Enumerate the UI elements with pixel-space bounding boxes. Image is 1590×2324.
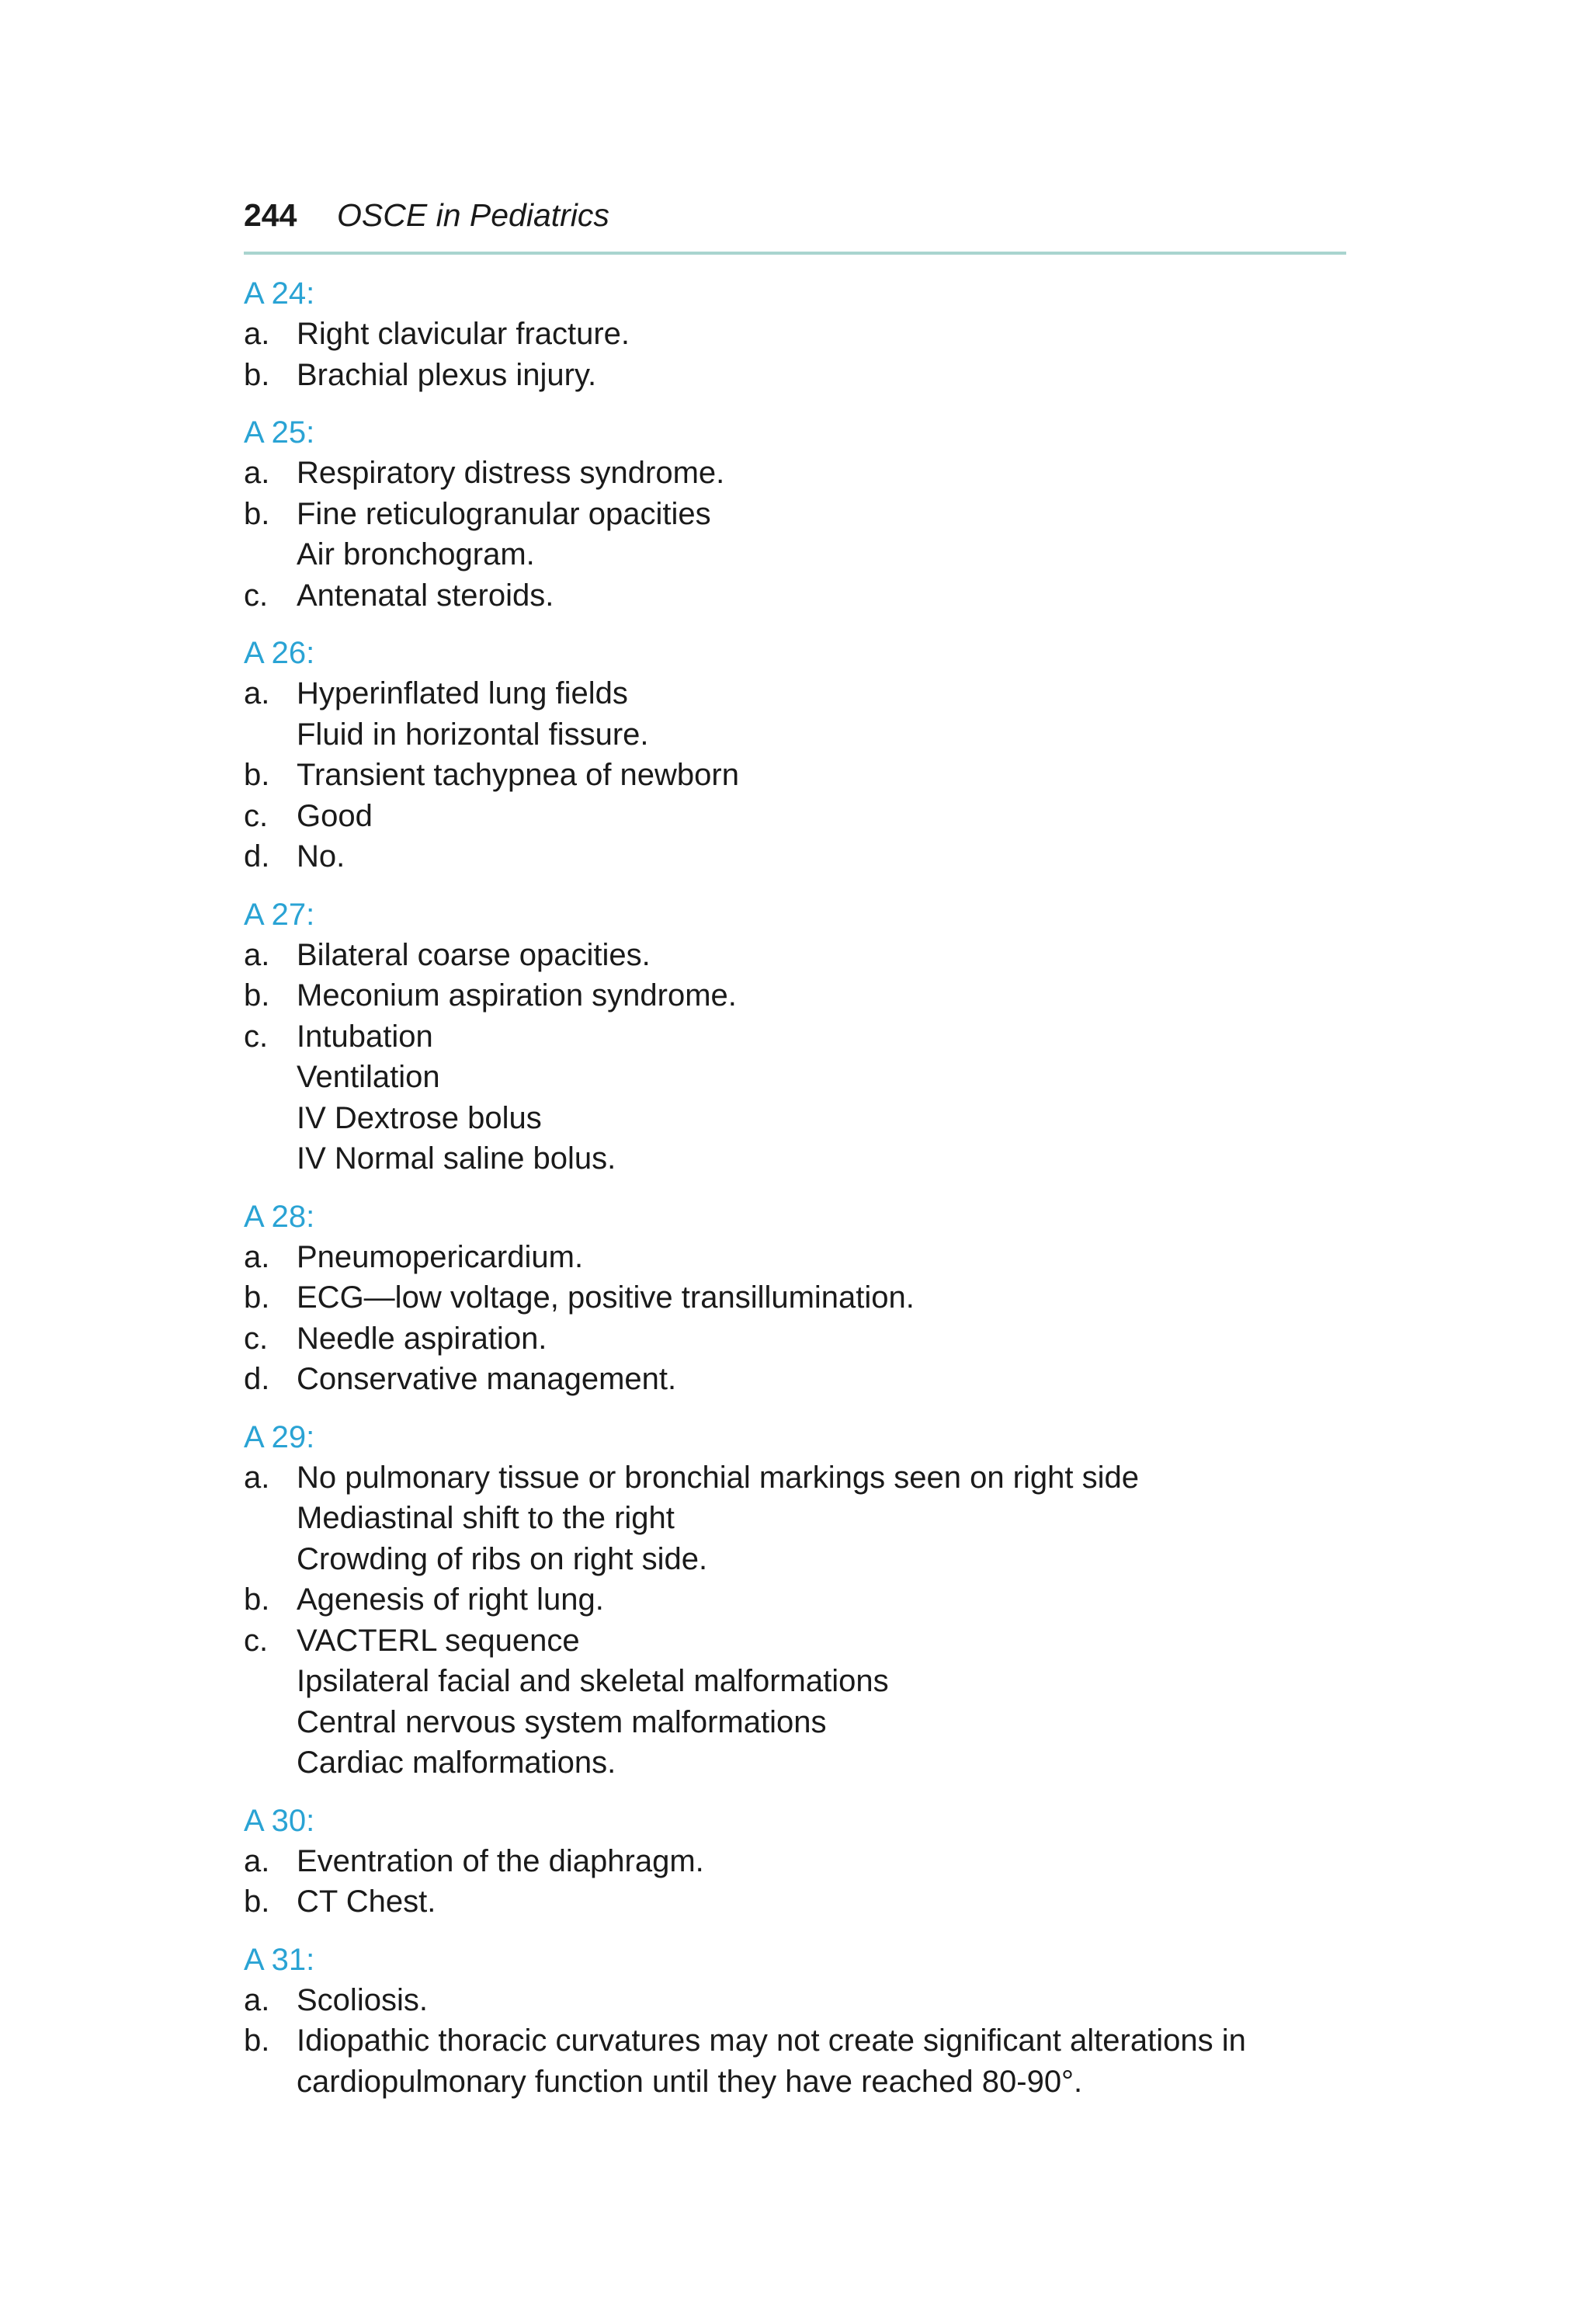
item-line: No. <box>297 839 345 874</box>
item-letter: a. <box>244 937 270 972</box>
answer-item <box>244 975 1362 1016</box>
item-text <box>297 975 737 1016</box>
answer-heading: A 29: <box>244 1419 315 1454</box>
item-text <box>297 1980 428 2021</box>
answer-block <box>244 1801 1362 1923</box>
page-number: 244 <box>244 197 297 233</box>
item-text <box>297 1016 616 1179</box>
answer-item <box>244 836 1362 877</box>
answer-heading: A 26: <box>244 636 315 670</box>
item-letter: a. <box>244 676 270 710</box>
item-text <box>297 796 373 837</box>
item-letter: a. <box>244 1982 270 2017</box>
answer-item <box>244 1318 1362 1360</box>
item-line: Crowding of ribs on right side. <box>297 1541 708 1576</box>
item-letter: b. <box>244 1582 270 1617</box>
item-letter: c. <box>244 1623 269 1658</box>
item-text <box>297 836 345 877</box>
item-line: Antenatal steroids. <box>297 578 554 613</box>
item-text <box>297 314 630 355</box>
answer-item <box>244 1359 1362 1400</box>
answer-heading: A 31: <box>244 1942 315 1977</box>
item-line: Brachial plexus injury. <box>297 357 597 392</box>
answer-item <box>244 1841 1362 1882</box>
item-line: CT Chest. <box>297 1885 436 1919</box>
answer-heading: A 30: <box>244 1803 315 1838</box>
book-title: OSCE in Pediatrics <box>337 197 609 233</box>
item-text <box>297 1621 889 1784</box>
answer-item <box>244 2020 1362 2102</box>
item-line: Respiratory distress syndrome. <box>297 456 725 490</box>
answer-heading: A 24: <box>244 276 315 311</box>
item-text <box>297 1457 1139 1580</box>
item-letter: c. <box>244 1019 269 1054</box>
item-line: cardiopulmonary function until they have reached 80-90°. <box>297 2064 1083 2099</box>
answer-item <box>244 1980 1362 2021</box>
item-text <box>297 1579 604 1621</box>
answer-item <box>244 1277 1362 1318</box>
item-line: Meconium aspiration syndrome. <box>297 978 737 1013</box>
item-line: Eventration of the diaphragm. <box>297 1843 704 1878</box>
answer-block <box>244 1197 1362 1400</box>
item-line: Pneumopericardium. <box>297 1239 584 1274</box>
answer-item <box>244 935 1362 976</box>
answer-block <box>244 412 1362 616</box>
item-letter: b. <box>244 978 270 1013</box>
running-header <box>244 194 1346 255</box>
answer-heading: A 28: <box>244 1199 315 1234</box>
item-line: Good <box>297 798 373 833</box>
item-text <box>297 1237 583 1278</box>
answer-item <box>244 1579 1362 1621</box>
item-line: Central nervous system malformations <box>297 1704 827 1739</box>
item-letter: d. <box>244 1362 270 1396</box>
item-line: Conservative management. <box>297 1362 677 1396</box>
item-text <box>297 1318 547 1360</box>
answer-heading: A 27: <box>244 897 315 932</box>
item-line: Air bronchogram. <box>297 537 535 571</box>
item-line: IV Dextrose bolus <box>297 1100 542 1135</box>
answer-item <box>244 1237 1362 1278</box>
item-line: Agenesis of right lung. <box>297 1582 604 1617</box>
answer-item <box>244 755 1362 796</box>
item-line: Mediastinal shift to the right <box>297 1501 675 1535</box>
answer-block <box>244 895 1362 1179</box>
item-line: Needle aspiration. <box>297 1321 547 1356</box>
item-line: Fluid in horizontal fissure. <box>297 717 649 752</box>
item-text <box>297 1359 676 1400</box>
item-text <box>297 1841 704 1882</box>
item-text <box>297 935 651 976</box>
item-letter: c. <box>244 798 269 833</box>
item-letter: c. <box>244 578 269 613</box>
item-text <box>297 1881 436 1923</box>
item-letter: d. <box>244 839 270 874</box>
answer-block <box>244 273 1362 395</box>
item-letter: b. <box>244 758 270 792</box>
answer-item <box>244 1881 1362 1923</box>
answers-list <box>244 273 1362 2119</box>
item-letter: a. <box>244 1460 270 1495</box>
item-line: Bilateral coarse opacities. <box>297 937 651 972</box>
item-line: Ventilation <box>297 1060 440 1094</box>
answer-item <box>244 575 1362 617</box>
item-line: Right clavicular fracture. <box>297 317 630 351</box>
item-text <box>297 2020 1246 2102</box>
item-letter: a. <box>244 317 270 351</box>
item-letter: b. <box>244 357 270 392</box>
answer-item <box>244 1621 1362 1784</box>
item-text <box>297 673 649 755</box>
item-letter: b. <box>244 1885 270 1919</box>
item-line: Idiopathic thoracic curvatures may not create significant alterations in <box>297 2024 1246 2058</box>
answer-block <box>244 633 1362 877</box>
answer-item <box>244 314 1362 355</box>
answer-block <box>244 1940 1362 2103</box>
answer-item <box>244 1457 1362 1580</box>
item-letter: a. <box>244 1239 270 1274</box>
answer-item <box>244 673 1362 755</box>
item-line: Ipsilateral facial and skeletal malformations <box>297 1664 889 1698</box>
item-letter: b. <box>244 496 270 531</box>
item-line: ECG—low voltage, positive transillumination. <box>297 1280 915 1315</box>
item-line: No pulmonary tissue or bronchial markings seen on right side <box>297 1460 1139 1495</box>
item-line: VACTERL sequence <box>297 1623 580 1658</box>
item-text <box>297 575 554 617</box>
answer-item <box>244 355 1362 396</box>
item-line: Hyperinflated lung fields <box>297 676 628 710</box>
item-line: IV Normal saline bolus. <box>297 1141 616 1176</box>
answer-item <box>244 453 1362 494</box>
item-letter: c. <box>244 1321 269 1356</box>
item-line: Cardiac malformations. <box>297 1746 616 1780</box>
item-letter: a. <box>244 1843 270 1878</box>
answer-block <box>244 1417 1362 1784</box>
answer-item <box>244 796 1362 837</box>
item-letter: b. <box>244 2024 270 2058</box>
item-text <box>297 755 739 796</box>
answer-item <box>244 494 1362 575</box>
item-letter: a. <box>244 456 270 490</box>
item-text <box>297 1277 915 1318</box>
item-text <box>297 355 596 396</box>
item-line: Transient tachypnea of newborn <box>297 758 739 792</box>
item-line: Intubation <box>297 1019 433 1054</box>
item-text <box>297 453 724 494</box>
item-line: Fine reticulogranular opacities <box>297 496 711 531</box>
item-line: Scoliosis. <box>297 1982 428 2017</box>
answer-heading: A 25: <box>244 415 315 450</box>
answer-item <box>244 1016 1362 1179</box>
item-letter: b. <box>244 1280 270 1315</box>
item-text <box>297 494 711 575</box>
